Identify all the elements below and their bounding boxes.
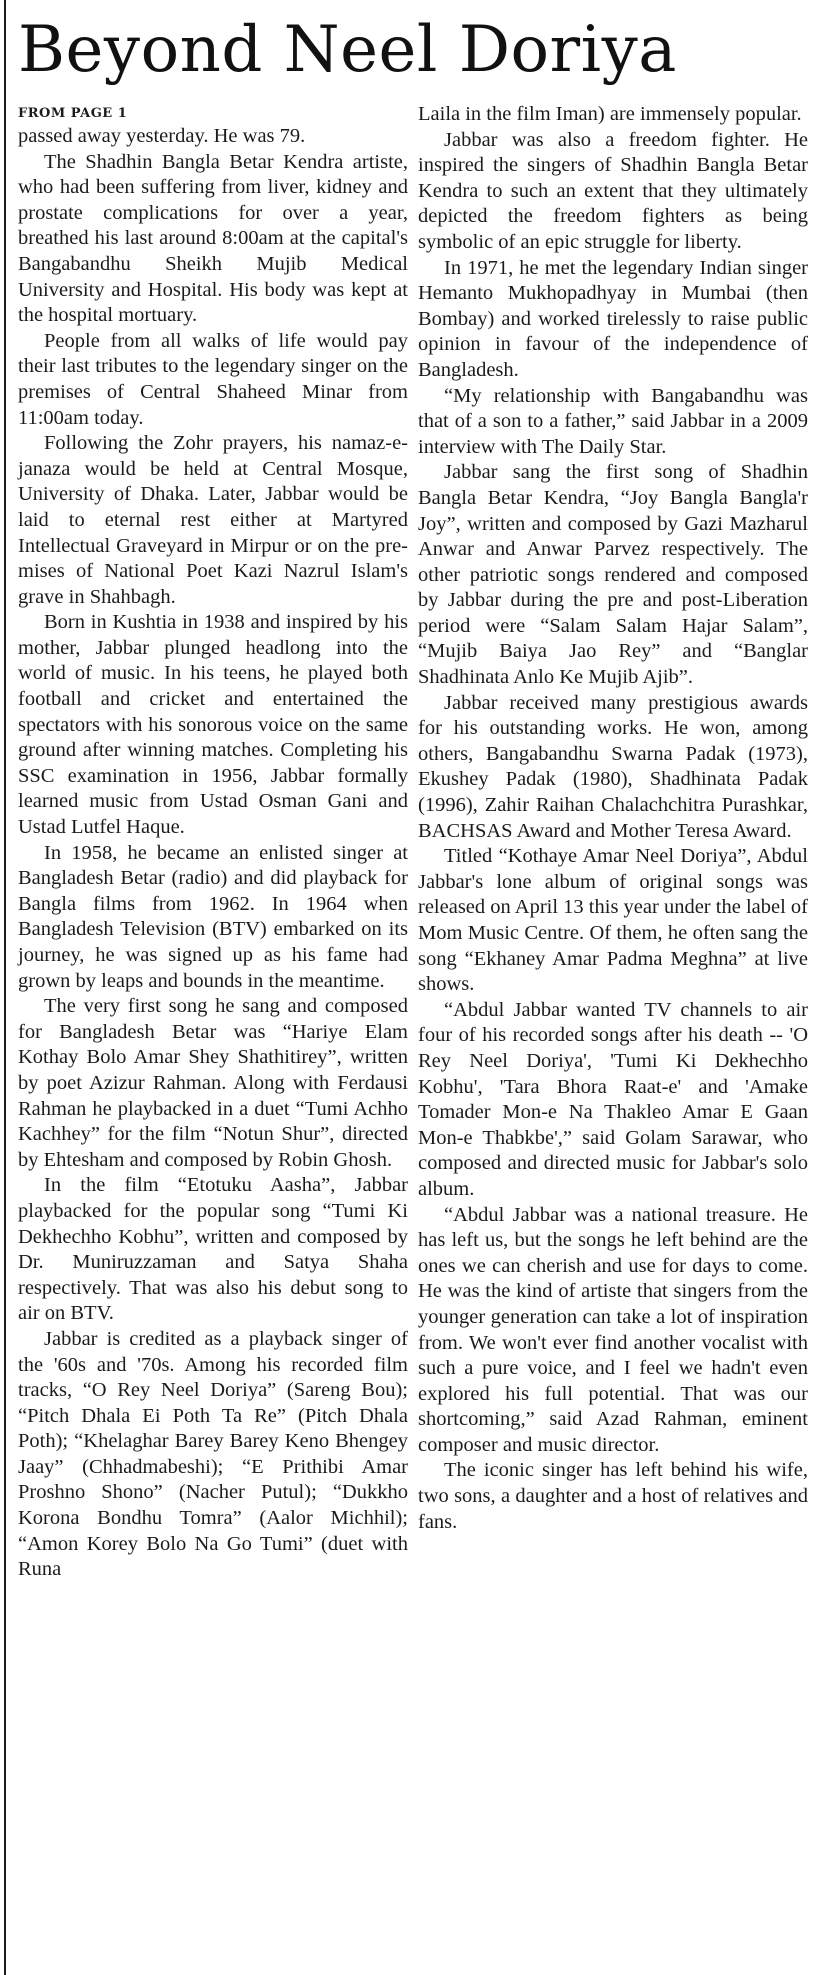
paragraph: In 1958, he became an enlisted singer at Bangladesh Betar (radio) and did playback for Bangla films from 1962. In 1964 when Bangladesh Television (BTV) embarked on its journey, he was signed up as his fame had grown by leaps and bounds in the meantime. xyxy=(18,841,408,992)
paragraph: “My relationship with Bangabandhu was that of a son to a father,” said Jabbar in a 2009 interview with The Daily Star. xyxy=(418,384,808,458)
kicker: FROM PAGE 1 xyxy=(18,106,128,121)
paragraph: The iconic singer has left behind his wife, two sons, a daughter and a host of relatives and fans. xyxy=(418,1459,808,1533)
article-column-right xyxy=(418,102,808,1535)
paragraph: The Shadhin Bangla Betar Kendra artiste, who had been suffering from liver, kidney and prostate complications for over a year, breathed his last around 8:00am at the capital's Bangabandhu Sheikh Mujib Medical University and Hospital. His body was kept at the hospital mortuary. xyxy=(18,150,408,327)
paragraph: Born in Kushtia in 1938 and inspired by his mother, Jabbar plunged headlong into the world of music. In his teens, he played both football and cricket and entertained the spectators with his sonorous voice on the same ground after winning matches. Completing his SSC examination in 1956, Jabbar formally learned music from Ustad Osman Gani and Ustad Lutfel Haque. xyxy=(18,611,408,839)
paragraph: Jabbar received many prestigious awards for his outstanding works. He won, among others, Bangabandhu Swarna Padak (1973), Ekushey Padak (1980), Shadhinata Padak (1996), Zahir Raihan Chalachchitra Purashkar, BACHSAS Award and Mother Teresa Award. xyxy=(418,691,808,842)
paragraph: “Abdul Jabbar wanted TV channels to air four of his recorded songs after his death -- 'O Rey Neel Doriya', 'Tumi Ki Dekhechho Kobhu', 'Tara Bhora Raat-e' and 'Amake Tomader Mon-e Na Thakleo Amar E Gaan Mon-e Thabkbe',” said Golam Sarawar, who composed and directed music for Jabbar's solo album. xyxy=(418,998,808,1200)
paragraph: Jabbar sang the first song of Shadhin Bangla Betar Kendra, “Joy Bangla Bangla'r Joy”, written and composed by Gazi Mazharul Anwar and Anwar Parvez respectively. The other patriotic songs rendered and composed by Jabbar during the pre and post-Liberation period were “Salam Salam Hajar Salam”, “Mujib Baiya Jao Rey” and “Banglar Shadhinata Anlo Ke Mujib Ajib”. xyxy=(418,461,808,689)
paragraph: Jabbar is credited as a playback singer of the '60s and '70s. Among his recorded film tracks, “O Rey Neel Doriya” (Sareng Bou); “Pitch Dhala Ei Poth Ta Re” (Pitch Dhala Poth); “Khelaghar Barey Barey Keno Bhengey Jaay” (Chhadmabeshi); “E Prithibi Amar Proshno Shono” (Nacher Putul); “Dukkho Korona Bondhu Tomra” (Aalor Michhil); “Amon Korey Bolo Na Go Tumi” (duet with Runa xyxy=(18,1327,408,1581)
headline: Beyond Neel Doriya xyxy=(18,13,677,87)
paragraph: Laila in the film Iman) are immensely popular. xyxy=(418,103,802,125)
column-rule xyxy=(4,0,6,1975)
article-column-left xyxy=(18,104,408,1583)
paragraph: “Abdul Jabbar was a national treasure. He has left us, but the songs he left behind are the ones we can cherish and use for days to come. He was the kind of artiste that singers from the younger generation can take a lot of inspiration from. We won't ever find another vocalist with such a pure voice, and I feel we hadn't even explored his full potential. That was our shortcoming,” said Azad Rahman, eminent composer and music director. xyxy=(418,1203,808,1456)
paragraph: passed away yesterday. He was 79. xyxy=(18,125,306,147)
paragraph: Following the Zohr prayers, his namaz-e-janaza would be held at Central Mosque, University of Dhaka. Later, Jabbar would be laid to eternal rest either at Martyred Intellectual Graveyard in Mirpur or on the premises of National Poet Kazi Nazrul Islam's grave in Shahbagh. xyxy=(18,432,408,608)
paragraph: Jabbar was also a freedom fighter. He inspired the singers of Shadhin Bangla Betar Kendra to such an extent that they ultimately depicted the freedom fighters as being symbolic of an epic struggle for liberty. xyxy=(418,128,808,253)
paragraph: In 1971, he met the legendary Indian singer Hemanto Mukhopadhyay in Mumbai (then Bombay) and worked tirelessly to raise public opinion in favour of the independence of Bangladesh. xyxy=(418,256,808,381)
paragraph: In the film “Etotuku Aasha”, Jabbar playbacked for the popular song “Tumi Ki Dekhechho Kobhu”, written and composed by Dr. Muniruzzaman and Satya Shaha respectively. That was also his debut song to air on BTV. xyxy=(18,1174,408,1325)
paragraph: People from all walks of life would pay their last tributes to the legendary singer on the premises of Central Shaheed Minar from 11:00am today. xyxy=(18,329,408,429)
paragraph: Titled “Kothaye Amar Neel Doriya”, Abdul Jabbar's lone album of original songs was released on April 13 this year under the label of Mom Music Centre. Of them, he often sang the song “Ekhaney Amar Padma Meghna” at live shows. xyxy=(418,845,808,996)
paragraph: The very first song he sang and composed for Bangladesh Betar was “Hariye Elam Kothay Bolo Amar Shey Shathitirey”, written by poet Azizur Rahman. Along with Ferdausi Rahman he playbacked in a duet “Tumi Achho Kachhey” for the film “Notun Shur”, directed by Ehtesham and composed by Robin Ghosh. xyxy=(18,995,408,1171)
